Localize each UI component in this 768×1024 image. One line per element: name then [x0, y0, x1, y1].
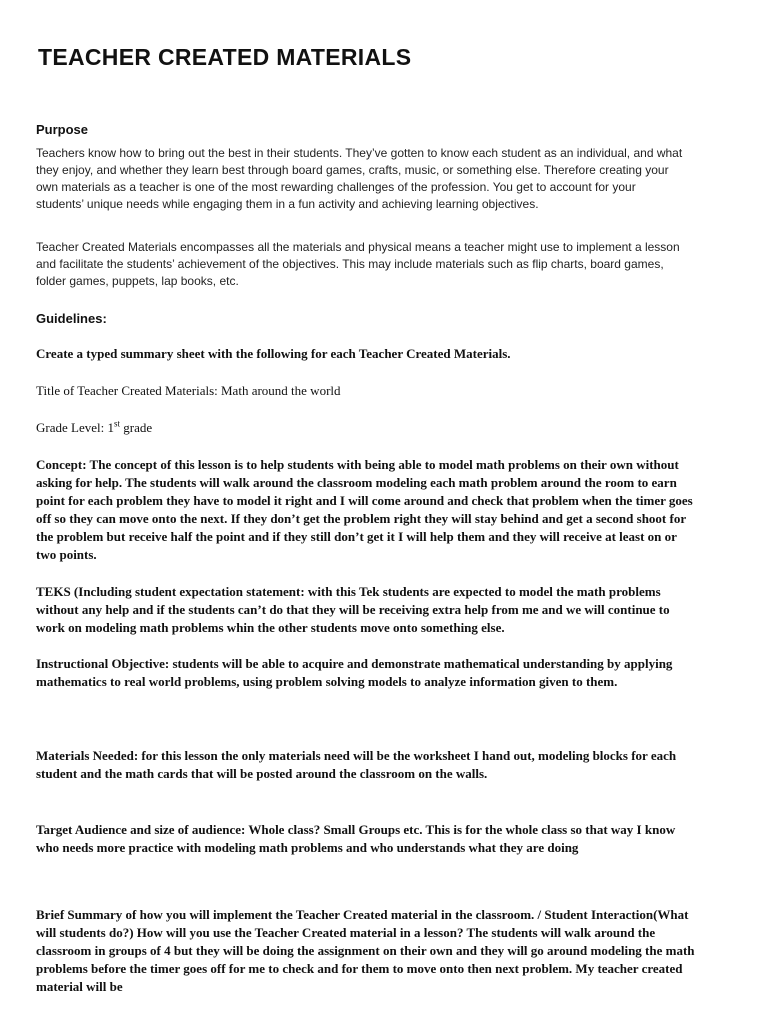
target-audience: Target Audience and size of audience: Whole class? Small Groups etc. This is for the whole class so that way I know who needs more practice with modeling math problems and who understands what they are doing — [36, 822, 676, 855]
brief-summary: Brief Summary of how you will implement the Teacher Created material in the classroom. / Student Interaction(What will students do?) How will you use the Teacher Created material in a lesson? The students will walk around the classroom in groups of 4 but they will be doing the assignment on their own and they will go around modeling the math problems before the timer goes off for me to check and for them to move onto then next problem. My teacher created material will be — [36, 907, 695, 994]
purpose-paragraph-2: Teacher Created Materials encompasses all the materials and physical means a teacher might use to implement a lesson and facilitate the students’ achievement of the objectives. This may include materials such as flip charts, board games, folder games, puppets, lap books, etc. — [36, 240, 680, 288]
summary-instruction: Create a typed summary sheet with the following for each Teacher Created Materials. — [36, 346, 511, 361]
instructional-objective: Instructional Objective: students will be able to acquire and demonstrate mathematical understanding by applying mathematics to real world problems, using problem solving models to analyze information given to them. — [36, 656, 673, 689]
materials-needed: Materials Needed: for this lesson the only materials need will be the worksheet I hand out, modeling blocks for each student and the math cards that will be posted around the classroom on the walls. — [36, 748, 677, 781]
grade-level — [36, 419, 696, 437]
concept-paragraph: Concept: The concept of this lesson is to help students with being able to model math problems on their own without asking for help. The students will walk around the classroom modeling each math problem around the room to earn point for each problem they have to model it right and I will come around and check that problem when the timer goes off so they can move onto the next. If they don’t get the problem right they will stay behind and get a second shoot for the problem but receive half the point and if they still don’t get it I will help them and they will receive at least on or two points. — [36, 457, 693, 562]
guidelines-heading: Guidelines: — [36, 311, 107, 326]
grade-level-prefix: Grade Level: 1 — [36, 420, 114, 435]
purpose-paragraph-1: Teachers know how to bring out the best in their students. They’ve gotten to know each student as an individual, and what they enjoy, and whether they learn best through board games, crafts, music, or something else. Therefore creating your own materials as a teacher is one of the most rewarding challenges of the profession. You get to account for your students’ unique needs while engaging them in a fun activity and achieving learning objectives. — [36, 146, 683, 211]
grade-level-ordinal: st — [113, 418, 120, 429]
document-title: TEACHER CREATED MATERIALS — [38, 44, 412, 70]
grade-level-suffix: grade — [119, 420, 153, 435]
materials-title: Title of Teacher Created Materials: Math around the world — [36, 383, 341, 398]
teks-paragraph: TEKS (Including student expectation statement: with this Tek students are expected to model the math problems without any help and if the students can’t do that they will be receiving extra help from me and we will continue to work on modeling math problems whin the other students move onto something else. — [36, 584, 670, 635]
purpose-heading: Purpose — [36, 122, 89, 137]
